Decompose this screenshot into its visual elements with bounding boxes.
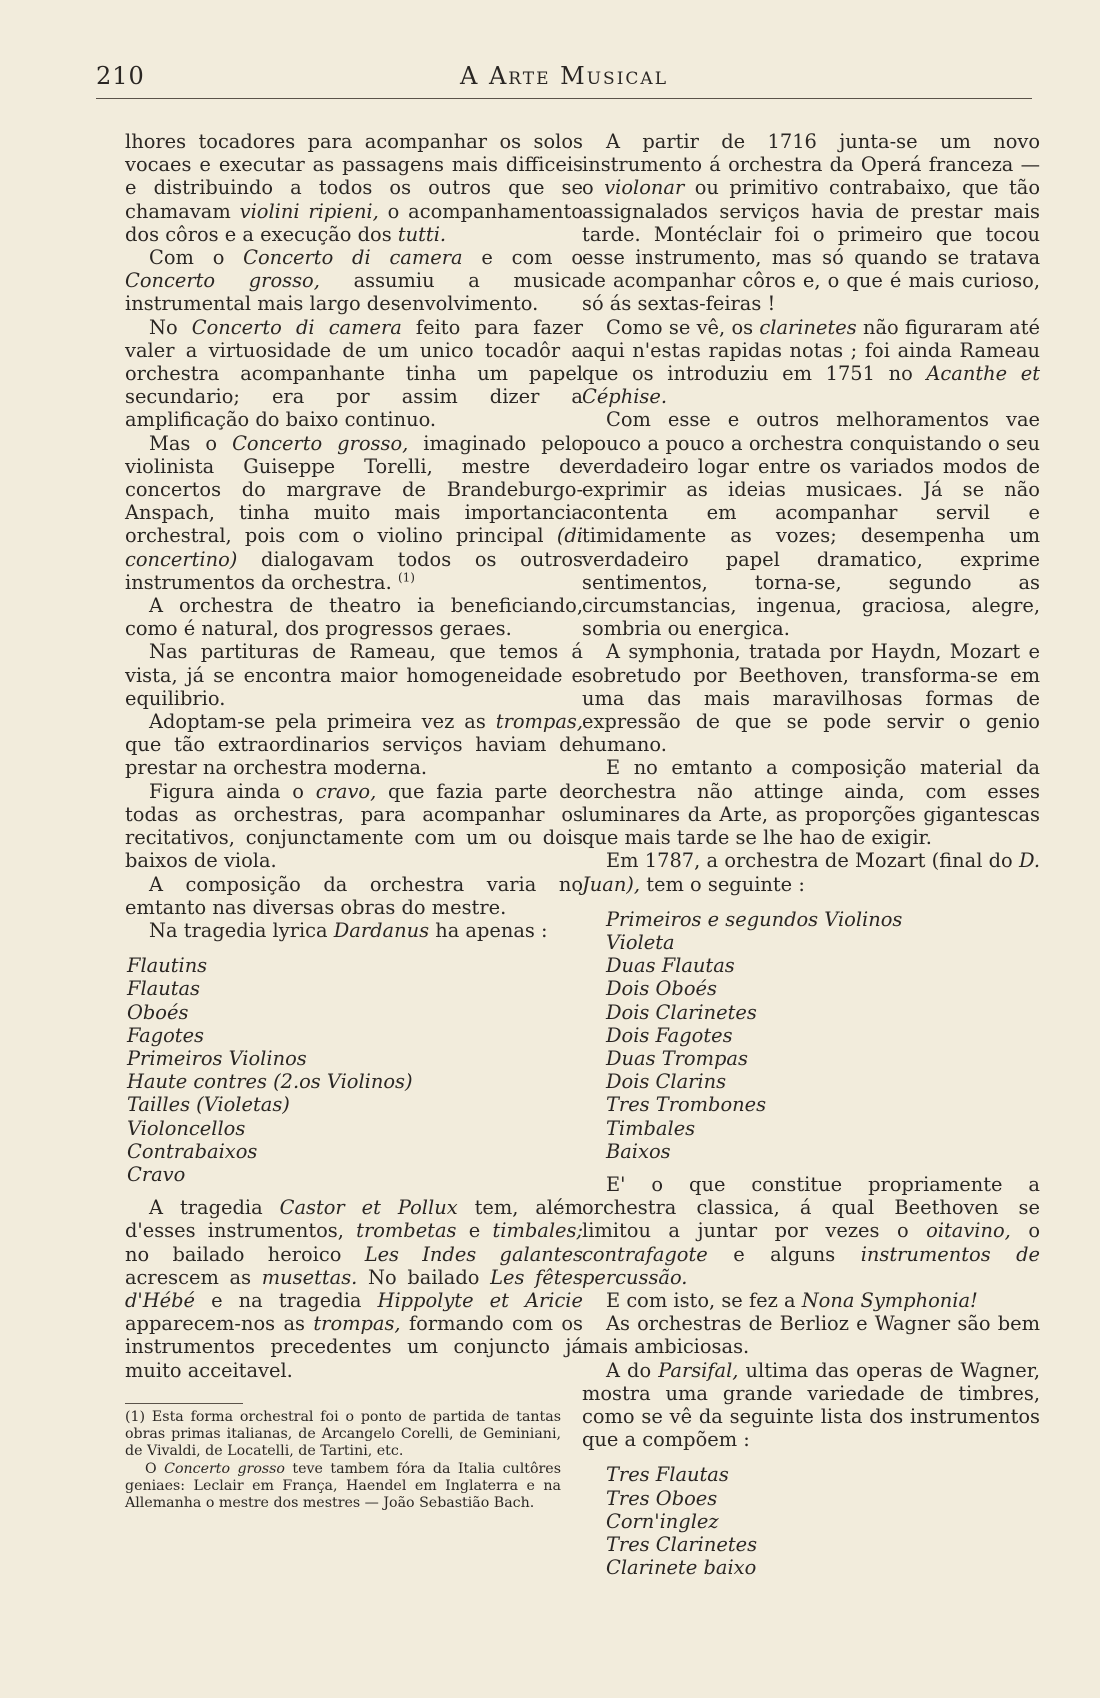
page-number: 210 [96,62,145,90]
list-item: Clarinete baixo [606,1556,757,1580]
list-item: Duas Trompas [606,1046,748,1070]
footnote-rule [125,1403,243,1404]
list-item: Primeiros e segundos Violinos [606,907,903,931]
paragraph: As orchestras de Berlioz e Wagner são bem mais ambiciosas. [582,1312,1040,1359]
footnote: O Concerto grosso teve tambem fóra da Italia cultôres geniaes: Leclair em França, Haendel em Inglaterra e na Allemanha o mestre dos mestres — João Sebastião Bach. [125,1460,561,1512]
paragraph: No Concerto di camera feito para fazer valer a virtuosidade de um unico tocadôr a orchestra acompanhante tinha um papel secundario; era por assim dizer a amplificação do baixo continuo. [125,315,583,432]
list-item: Tres Flautas [606,1463,729,1487]
list-item: Haute contres (2.os Violinos) [127,1070,413,1094]
instrument-list-parsifal [582,1463,1040,1579]
list-item: Contrabaixos [127,1139,258,1163]
paragraph: lhores tocadores para acompanhar os solos vocaes e executar as passagens mais difficeis e distribuindo a todos os outros que se chamavam violini ripieni, o acompanhamento dos côros e a execução dos tutti. [125,130,583,246]
paragraph: Mas o Concerto grosso, imaginado pelo violinista Guiseppe Torelli, mestre de concertos do margrave de Brandeburgo-Anspach, tinha muito mais importancia orchestral, pois com o violino principal (di concertino) dialogavam todos os outros instrumentos da orchestra. $^{(1)}$ [125,431,583,594]
footnote-reference: (1) [397,570,415,585]
paragraph: Com esse e outros melhoramentos vae pouco a pouco a orchestra conquistando o seu verdadeiro logar entre os variados modos de exprimir as ideias musicaes. Já se não contenta em acompanhar servil e timidamente as vozes; desempenha um verdadeiro papel dramatico, exprime sentimentos, torna-se, segundo as circumstancias, ingenua, graciosa, alegre, sombria ou energica. [582,408,1040,641]
list-item: Cravo [127,1162,186,1186]
paragraph: E com isto, se fez a Nona Symphonia! [606,1288,978,1312]
list-item: Violeta [606,930,675,954]
paragraph: Em 1787, a orchestra de Mozart (final do D. Juan), tem o seguinte : [582,849,1040,896]
footnotes [125,1409,561,1512]
running-title: A Arte Musical [459,62,668,90]
list-item: Dois Oboés [606,977,717,1001]
list-item: Flautas [127,977,201,1001]
right-column [582,130,1040,1589]
list-item: Dois Clarinetes [606,1000,757,1024]
paragraph: A do Parsifal, ultima das operas de Wagner, mostra uma grande variedade de timbres, como se vê da seguinte lista dos instrumentos que a compõem : [582,1358,1040,1452]
list-item: Tailles (Violetas) [127,1093,290,1117]
list-item: Oboés [127,1000,189,1024]
paragraph: A orchestra de theatro ia beneficiando, como é natural, dos progressos geraes. [125,594,583,641]
paragraph: A partir de 1716 junta-se um novo instrumento á orchestra da Operá franceza — o violonar ou primitivo contrabaixo, que tão assignalados serviços havia de prestar mais tarde. Montéclair foi o primeiro que tocou esse instrumento, mas só quando se tratava de acompanhar côros e, o que é mais curioso, só ás sextas-feiras ! [582,130,1040,316]
paragraph: E no emtanto a composição material da orchestra não attinge ainda, com esses luminares da Arte, as proporções gigantescas que mais tarde se lhe hao de exigir. [582,756,1040,850]
list-item: Timbales [606,1116,696,1140]
list-item: Duas Flautas [606,954,735,978]
list-item: Corn'inglez [606,1509,719,1533]
paragraph: E' o que constitue propriamente a orchestra classica, á qual Beethoven se limitou a juntar por vezes o oitavino, o contrafagote e alguns instrumentos de percussão. [582,1172,1041,1289]
paragraph: Com o Concerto di camera e com o Concerto grosso, assumiu a musica instrumental mais largo desenvolvimento. [125,246,584,316]
footnote: (1) Esta forma orchestral foi o ponto de partida de tantas obras primas italianas, de Arcangelo Corelli, de Geminiani, de Vivaldi, de Locatelli, de Tartini, etc. [125,1409,561,1460]
paragraph: Como se vê, os clarinetes não figuraram até aqui n'estas rapidas notas ; foi ainda Rameau que os introduziu em 1751 no Acanthe et Céphise. [582,315,1040,409]
list-item: Tres Oboes [606,1486,718,1510]
page-header [96,58,1032,98]
list-item: Violoncellos [127,1116,246,1140]
paragraph: Nas partituras de Rameau, que temos á vista, já se encontra maior homogeneidade e equilibrio. [125,640,583,710]
header-rule [96,98,1032,99]
list-item: Baixos [606,1139,671,1163]
paragraph: A composição da orchestra varia no emtanto nas diversas obras do mestre. [125,872,583,919]
list-item: Primeiros Violinos [127,1046,307,1070]
paragraph: Adoptam-se pela primeira vez as trompas, que tão extraordinarios serviços haviam de prestar na orchestra moderna. [125,710,583,780]
list-item: Dois Fagotes [606,1023,733,1047]
paragraph: A tragedia Castor et Pollux tem, além d'esses instrumentos, trombetas e timbales; no bailado heroico Les Indes galantes acrescem as musettas. No bailado Les fêtes d'Hébé e na tragedia Hippolyte et Aricie apparecem-nos as trompas, formando com os instrumentos precedentes um conjuncto já muito acceitavel. [125,1196,583,1382]
list-item: Flautins [127,954,208,978]
list-item: Dois Clarins [606,1070,727,1094]
list-item: Fagotes [127,1023,205,1047]
instrument-list-mozart [582,908,1040,1163]
paragraph: A symphonia, tratada por Haydn, Mozart e sobretudo por Beethoven, transforma-se em uma das mais maravilhosas formas de expressão de que se pode servir o genio humano. [582,640,1040,757]
list-item: Tres Clarinetes [606,1532,758,1556]
paragraph: Figura ainda o cravo, que fazia parte de todas as orchestras, para acompanhar os recitativos, conjunctamente com um ou dois baixos de viola. [125,779,583,873]
paragraph: Na tragedia lyrica Dardanus ha apenas : [149,918,548,942]
list-item: Tres Trombones [606,1093,767,1117]
left-column [125,130,583,1382]
instrument-list-dardanus [125,954,583,1186]
